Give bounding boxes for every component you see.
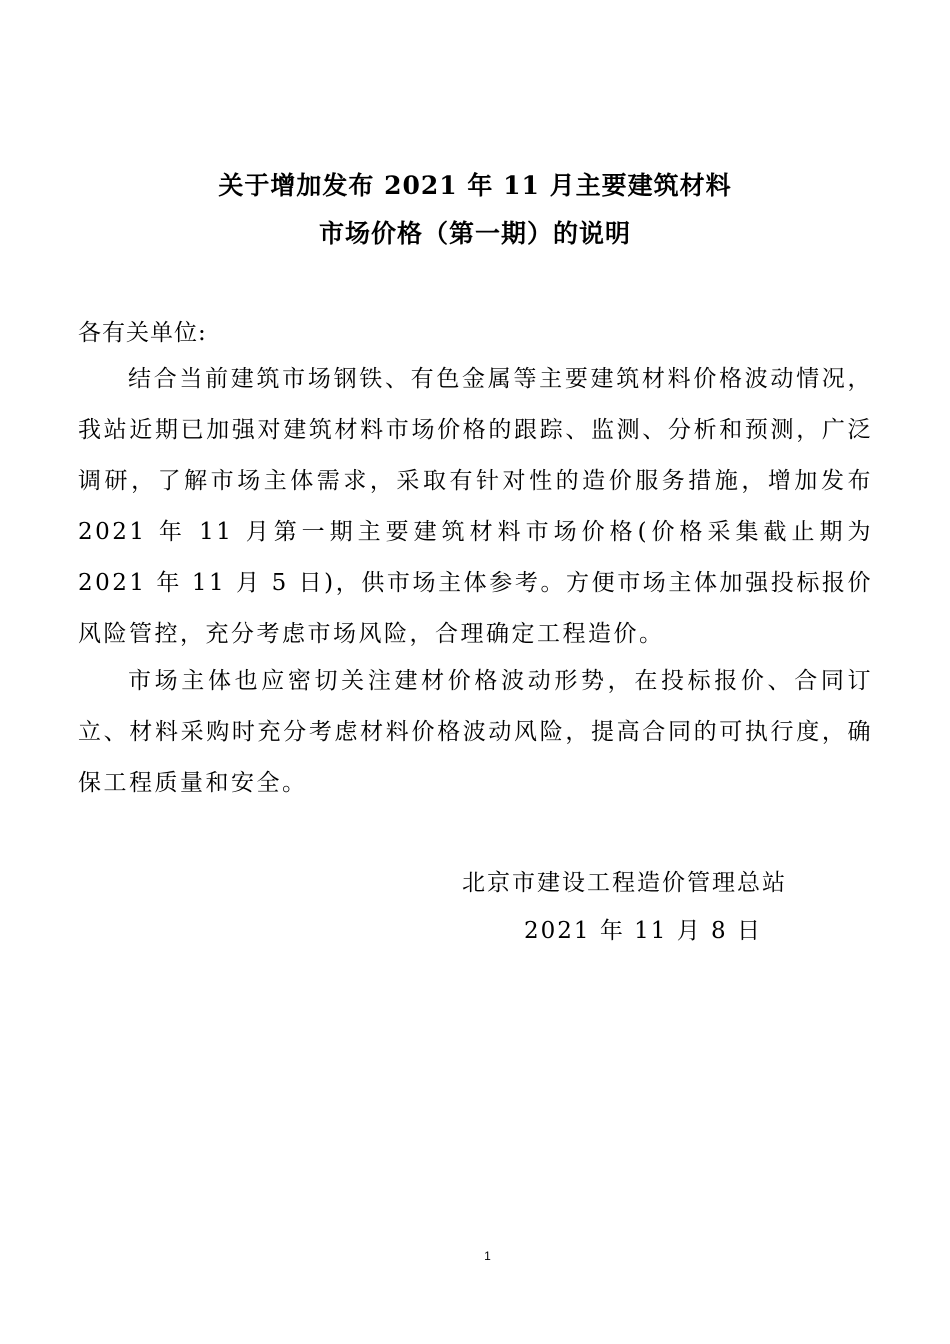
body-paragraph-1: 结合当前建筑市场钢铁、有色金属等主要建筑材料价格波动情况，我站近期已加强对建筑材料市场价格的跟踪、监测、分析和预测，广泛调研，了解市场主体需求，采取有针对性的造价服务措施，增加发布 2021 年 11 月第一期主要建筑材料市场价格(价格采集截止期为 2021 年 11 月 5 日)，供市场主体参考。方便市场主体加强投标报价风险管控，充分考虑市场风险，合理确定工程造价。: [78, 366, 873, 647]
page-number: 1: [484, 1249, 491, 1263]
salutation: 各有关单位:: [78, 320, 207, 346]
document-title-line-2: 市场价格（第一期）的说明: [318, 219, 631, 248]
body-paragraph-2: 市场主体也应密切关注建材价格波动形势，在投标报价、合同订立、材料采购时充分考虑材料价格波动风险，提高合同的可执行度，确保工程质量和安全。: [78, 668, 873, 796]
document-title-line-1: 关于增加发布 2021 年 11 月主要建筑材料: [218, 171, 732, 200]
signature-date: 2021 年 11 月 8 日: [524, 918, 762, 944]
signature-organization: 北京市建设工程造价管理总站: [462, 870, 787, 896]
